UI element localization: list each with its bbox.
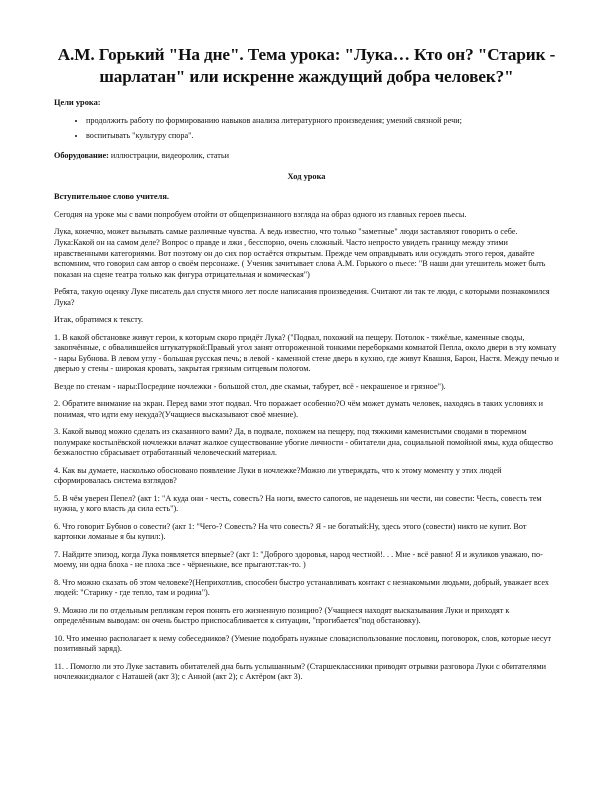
paragraph: 4. Как вы думаете, насколько обосновано появление Луки в ночлежке?Можно ли утверждать, что к этому моменту у этих людей сформировалась система взглядов?: [54, 465, 502, 486]
page-title: А.М. Горький "На дне". Тема урока: "Лука… Кто он? "Старик - шарлатан" или искренне жаждущий добра человек?": [57, 45, 556, 86]
equipment-text: иллюстрации, видеоролик, статьи: [108, 151, 229, 160]
paragraph: Итак, обратимся к тексту.: [54, 315, 144, 325]
equipment-label: Оборудование:: [54, 151, 109, 160]
intro-heading: Вступительное слово учителя.: [54, 192, 169, 201]
goal-item: • воспитывать "культуру спора".: [86, 131, 559, 142]
paragraph: 8. Что можно сказать об этом человеке?(Неприхотлив, способен быстро устанавливать контакт с незнакомыми людьми, добрый, уважает всех людей: "Старику - где тепло, там и родина").: [54, 577, 550, 598]
paragraph: 10. Что именно располагает к нему собеседников? (Умение подобрать нужные слова;использование пословиц, поговорок, слов, которые несут позитивный заряд).: [54, 633, 552, 654]
goal-item: • продолжить работу по формированию навыков анализа литературного произведения; умений связной речи;: [86, 116, 559, 127]
paragraph: 6. Что говорит Бубнов о совести? (акт 1: "Чего-? Совесть? На что совесть? Я - не богатый:Ну, здесь этого (совести) никто не купит. Вот картонки ломаные я бы купил:).: [54, 521, 527, 542]
paragraph: 11. . Помогло ли это Луке заставить обитателей дна быть услышанным? (Старшеклассники приводят отрывки разговора Луки с обитателями ночлежки:диалог с Наташей (акт 3); с Анной (акт 2); с Актёром (акт 3).: [54, 661, 547, 682]
paragraph: Везде по стенам - нары:Посредине ночлежки - большой стол, две скамьи, табурет, всё - некрашеное и грязное").: [54, 381, 446, 391]
paragraph: Ребята, такую оценку Луке писатель дал спустя много лет после написания произведения. Считают ли так те люди, с которыми познакомился Лука?: [54, 287, 550, 307]
paragraph: 1. В какой обстановке живут герои, к которым скоро придёт Лука? ("Подвал, похожий на пещеру. Потолок - тяжёлые, каменные своды, закопчённые, с обвалившейся штукатуркой:Правый угол занят отгороженной тонкими переборками комнатой Пепла, около двери в эту комнату - нары Бубнова. В левом углу - большая русская печь; в левой - каменной стене дверь в кухню, где живут Квашня, Барон, Настя. Между печью и дверью у стены - широкая кровать, закрытая грязным ситцевым пологом.: [54, 332, 559, 374]
paragraph: 5. В чём уверен Пепел? (акт 1: "А куда они - честь, совесть? На ноги, вместо сапогов, не наденешь ни чести, ни совести: Честь, совесть тем нужна, у кого власть да сила есть").: [54, 493, 542, 514]
paragraph: Сегодня на уроке мы с вами попробуем отойти от общепризнанного взгляда на образ одного из главных героев пьесы.: [54, 210, 467, 219]
goals-heading: Цели урока:: [54, 98, 101, 107]
paragraph: 3. Какой вывод можно сделать из сказанного вами? Да, в подвале, похожем на пещеру, под тяжкими каменистыми сводами в тюремном полумраке костылёвской ночлежки влачат жалкое существование убогие личности - обитатели дна, социальной помойной ямы, куда общество безжалостно сбрасывает отработанный человеческий материал.: [54, 427, 553, 458]
lesson-heading: Ход урока: [287, 172, 326, 181]
paragraph: 9. Можно ли по отдельным репликам героя понять его жизненную позицию? (Учащиеся находят высказывания Луки и приходят к определённым выводам: он очень быстро приспосабливается к ситуации, "прогибается"под обстановку).: [54, 605, 510, 626]
paragraph: Лука, конечно, может вызывать самые различные чувства. А ведь известно, что только "заметные" люди заставляют говорить о себе. Лука:Какой он на самом деле? Вопрос о правде и лжи , бесспорно, очень сложный. Часто непросто увидеть границу между этими нравственными категориями. Вот поэтому он до сих пор остаётся открытым. Прежде чем оправдывать или осуждать этого героя, давайте вспомним, что говорил сам автор о своём персонаже. ( Ученик зачитывает слова А.М. Горького о пьесе: "В наши дни утешитель может быть показан на сцене театра только как фигура отрицательная и комическая"): [54, 227, 546, 279]
paragraph: 7. Найдите эпизод, когда Лука появляется впервые? (акт 1: "Доброго здоровья, народ честной!. . . Мне - всё равно! Я и жуликов уважаю, по-моему, ни одна блоха - не плоха :все - чёрненькие, все прыгают:так-то. ): [54, 549, 543, 570]
paragraph: 2. Обратите внимание на экран. Перед вами этот подвал. Что поражает особенно?О чём может думать человек, находясь в таких условиях и понимая, что идти ему некуда?(Учащиеся высказывают своё мнение).: [54, 399, 544, 419]
goals-list: [54, 116, 559, 141]
document-page: [54, 44, 559, 690]
equipment-line: [54, 151, 559, 160]
